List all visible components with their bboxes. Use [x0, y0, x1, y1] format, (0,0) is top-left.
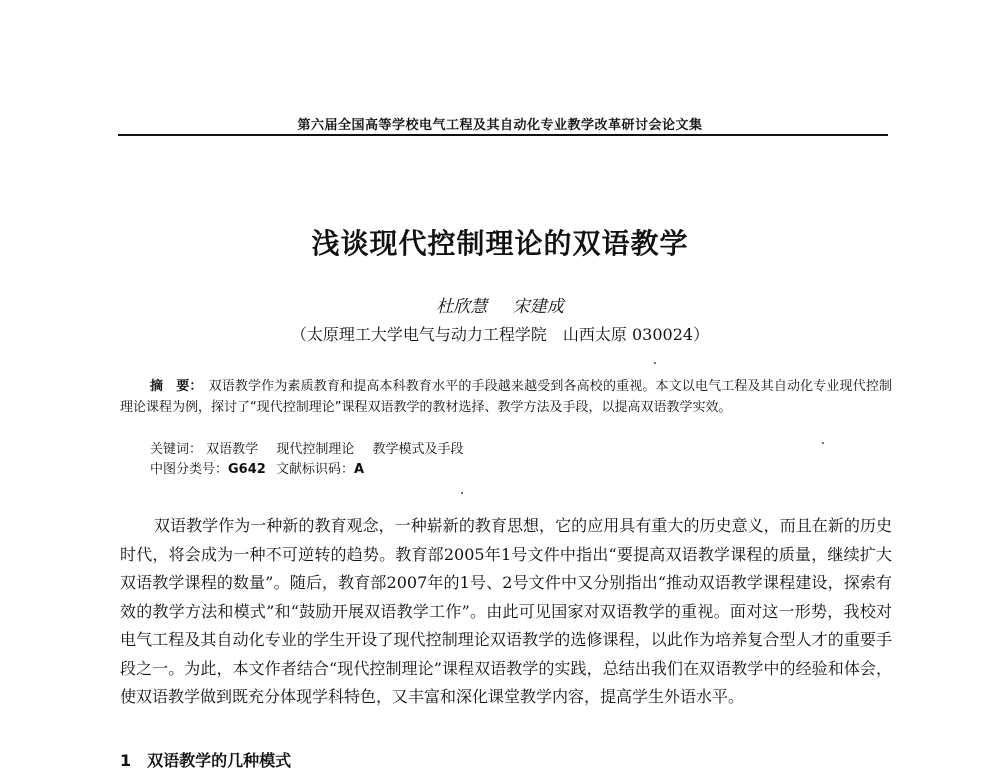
keywords — [150, 440, 890, 460]
keyword: 双语教学 — [206, 442, 259, 457]
author-name: 杜欣慧 — [436, 297, 488, 317]
running-header: 第六届全国高等学校电气工程及其自动化专业教学改革研讨会论文集 — [297, 118, 703, 133]
section-heading: 1 双语教学的几种模式 — [120, 751, 292, 770]
keywords-label: 关键词： — [150, 442, 203, 457]
paper-title: 浅谈现代控制理论的双语教学 — [311, 227, 689, 260]
doc-code-value: A — [353, 462, 365, 477]
scan-speck — [654, 362, 656, 364]
abstract-label: 摘 要： — [150, 379, 203, 394]
scan-speck — [461, 492, 463, 494]
abstract-text: 双语教学作为素质教育和提高本科教育水平的手段越来越受到各高校的重视。本文以电气工程及其自动化专业现代控制理论课程为例，探讨了“现代控制理论”课程双语教学的教材选择、教学方法及手段，以提高双语教学实效。 — [120, 379, 892, 415]
classification-value: G642 — [228, 462, 266, 477]
keyword: 现代控制理论 — [276, 442, 355, 457]
classification-label: 中图分类号： — [150, 462, 229, 477]
doc-code-label: 文献标识码： — [275, 462, 354, 477]
body-paragraph: 双语教学作为一种新的教育观念，一种崭新的教育思想，它的应用具有重大的历史意义，而且在新的历史时代，将会成为一种不可逆转的趋势。教育部2005年1号文件中指出“要提高双语教学课程的质量，继续扩大双语教学课程的数量”。随后，教育部2007年的1号、2号文件中又分别指出“推动双语教学课程建设，探索有效的教学方法和模式”和“鼓励开展双语教学工作”。由此可见国家对双语教学的重视。面对这一形势，我校对电气工程及其自动化专业的学生开设了现代控制理论双语教学的选修课程，以此作为培养复合型人才的重要手段之一。为此，本文作者结合“现代控制理论”课程双语教学的实践，总结出我们在双语教学中的经验和体会，使双语教学做到既充分体现学科特色，又丰富和深化课堂教学内容，提高学生外语水平。 — [120, 516, 892, 706]
authors — [0, 292, 1000, 317]
scan-speck — [822, 442, 824, 444]
abstract — [120, 376, 892, 418]
classification — [150, 460, 890, 480]
header-rule — [118, 134, 888, 136]
affiliation: （太原理工大学电气与动力工程学院 山西太原 030024） — [290, 325, 710, 344]
keyword: 教学模式及手段 — [372, 442, 464, 457]
author-name: 宋建成 — [512, 297, 564, 317]
